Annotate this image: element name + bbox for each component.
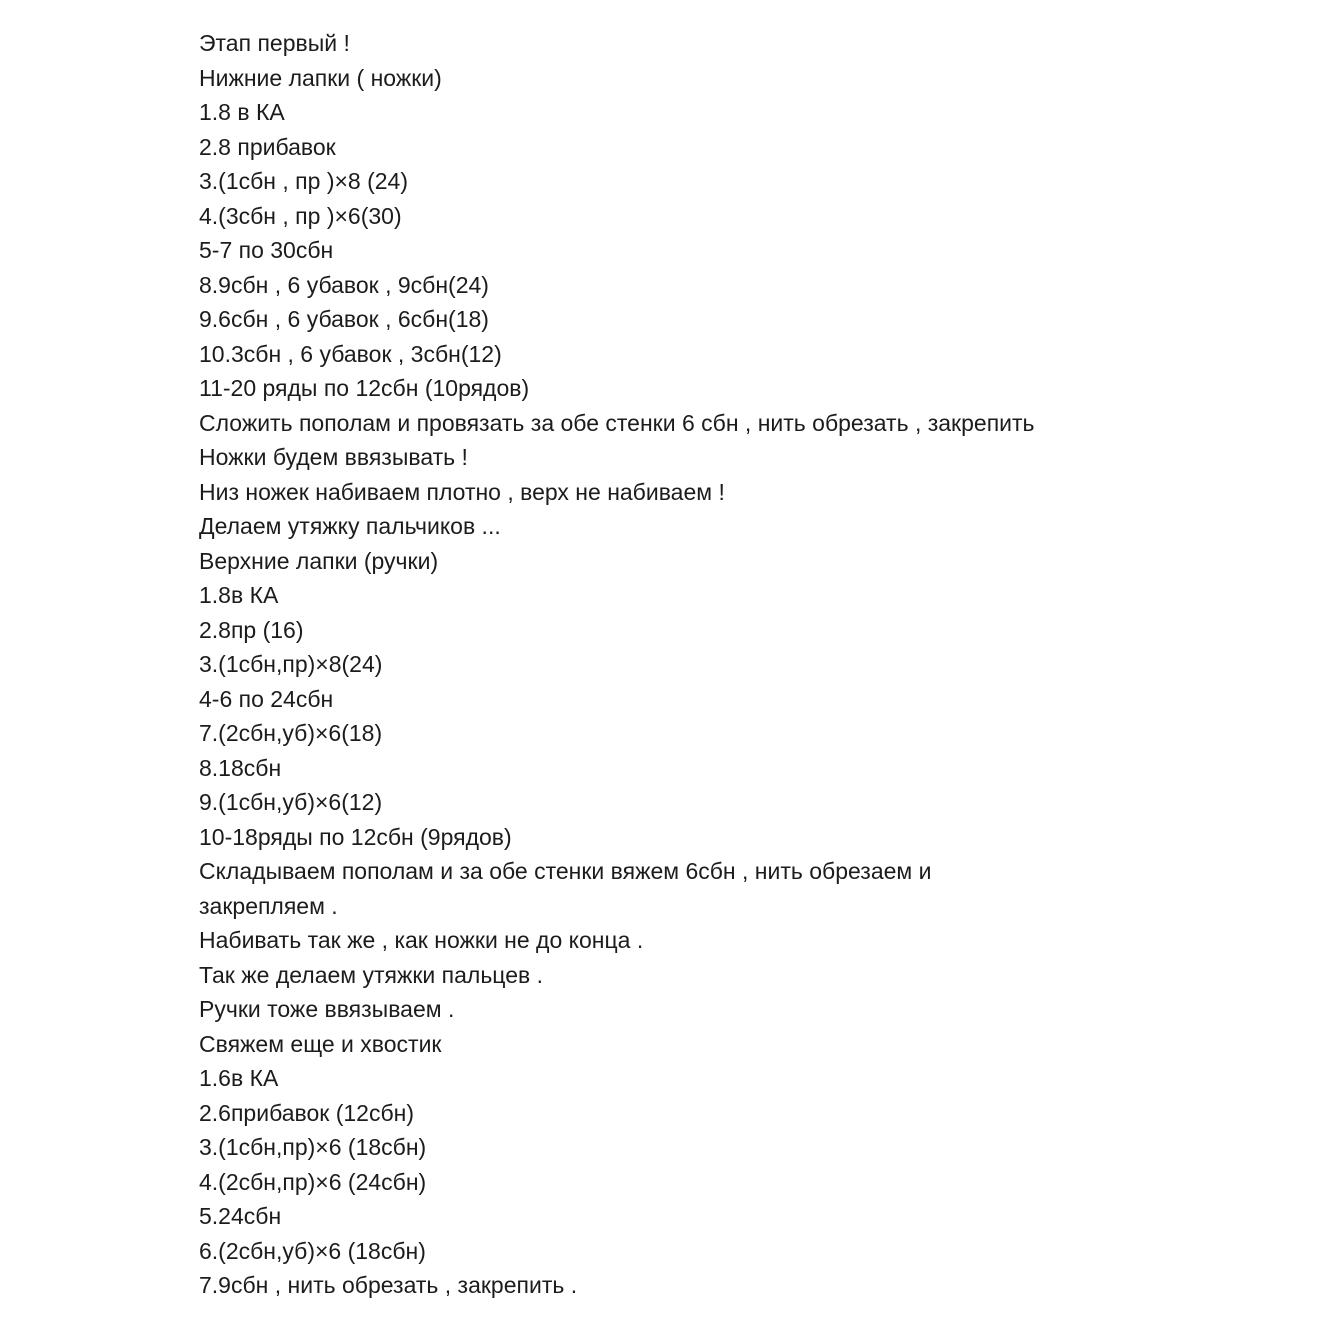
text-line: 4-6 по 24сбн (199, 685, 334, 712)
text-line: Складываем пополам и за обе стенки вяжем 6сбн , нить обрезаем и (199, 858, 932, 884)
text-line: 11-20 ряды по 12сбн (10рядов) (199, 375, 530, 401)
text-line: 8.18сбн (199, 754, 282, 781)
text-line: 3.(1сбн , пр )×8 (24) (199, 168, 408, 194)
text-line: 8.9сбн , 6 убавок , 9сбн(24) (199, 271, 489, 298)
text-line: закрепляем . (199, 892, 338, 919)
text-line: 9.(1сбн,уб)×6(12) (199, 789, 383, 815)
text-line: 1.8в КА (199, 582, 279, 608)
text-line: 6.(2сбн,уб)×6 (18сбн) (199, 1237, 426, 1264)
text-line: Так же делаем утяжки пальцев . (199, 961, 544, 988)
text-line: Набивать так же , как ножки не до конца . (199, 927, 644, 953)
text-line: 4.(2сбн,пр)×6 (24сбн) (199, 1168, 427, 1195)
text-line: 3.(1сбн,пр)×6 (18сбн) (199, 1134, 427, 1160)
text-line: 1.6в КА (199, 1065, 279, 1091)
text-line: 10-18ряды по 12сбн (9рядов) (199, 823, 512, 850)
text-line: 4.(3сбн , пр )×6(30) (199, 202, 402, 229)
text-line: 5.24сбн (199, 1203, 282, 1229)
pattern-text (199, 26, 1319, 1303)
text-line: 5-7 по 30сбн (199, 237, 334, 263)
text-line: Делаем утяжку пальчиков ... (199, 513, 501, 539)
text-line: Этап первый ! (199, 30, 350, 56)
text-line: Сложить пополам и провязать за обе стенки 6 сбн , нить обрезать , закрепить (199, 409, 1035, 436)
text-line: Ручки тоже ввязываем . (199, 996, 455, 1022)
text-line: Ножки будем ввязывать ! (199, 444, 468, 470)
text-line: 10.3сбн , 6 убавок , 3сбн(12) (199, 340, 502, 367)
text-line: 3.(1сбн,пр)×8(24) (199, 651, 383, 677)
text-line: Нижние лапки ( ножки) (199, 64, 442, 91)
text-line: 1.8 в КА (199, 99, 285, 125)
text-line: 7.9сбн , нить обрезать , закрепить . (199, 1272, 578, 1298)
text-line: 2.8 прибавок (199, 133, 336, 160)
text-line: 9.6сбн , 6 убавок , 6сбн(18) (199, 306, 489, 332)
text-line: 2.6прибавок (12сбн) (199, 1099, 414, 1126)
text-line: Свяжем еще и хвостик (199, 1030, 442, 1057)
text-line: 2.8пр (16) (199, 616, 304, 643)
text-line: Верхние лапки (ручки) (199, 547, 439, 574)
text-line: Низ ножек набиваем плотно , верх не набиваем ! (199, 478, 725, 505)
text-line: 7.(2сбн,уб)×6(18) (199, 720, 383, 746)
